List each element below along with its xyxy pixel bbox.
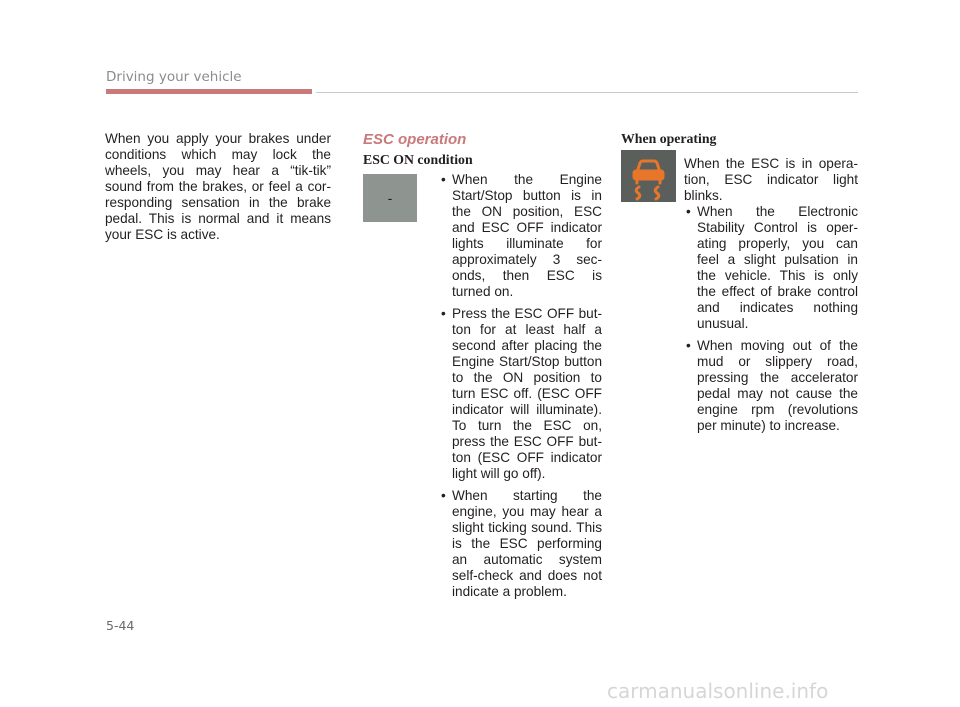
page-number: 5-44 xyxy=(106,618,135,633)
list-item xyxy=(440,172,602,300)
esc-image-placeholder: - xyxy=(363,174,417,222)
watermark-text: carmanualsonline.info xyxy=(607,679,829,703)
when-operating-bullet-list xyxy=(685,204,858,440)
list-item-text: Press the ESC OFF but-ton for at least half a second after placing the Engine Start/Stop button to the ON position to turn ESC off. (ESC OFF indicator will illuminate). To turn the ESC on, press the ESC OFF but-ton (ESC OFF indicator light will go off). xyxy=(452,306,602,481)
esc-indicator-icon xyxy=(621,150,676,202)
list-item xyxy=(685,204,858,332)
bullet-dot: • xyxy=(441,306,446,321)
header-accent-rule xyxy=(106,89,312,94)
list-item-text: When the Engine Start/Stop button is in the ON position, ESC and ESC OFF indicator lights illuminate for approximately 3 sec-onds, then ESC is turned on. xyxy=(452,172,602,299)
bullet-dot: • xyxy=(441,488,446,503)
list-item xyxy=(440,306,602,482)
list-item-text: When starting the engine, you may hear a slight ticking sound. This is the ESC performing an automatic system self-check and does not indicate a problem. xyxy=(452,488,602,599)
bullet-dot: • xyxy=(686,338,691,353)
skidding-car-icon xyxy=(621,150,676,202)
brake-lock-paragraph: When you apply your brakes under conditions which may lock the wheels, you may hear a “tik-tik” sound from the brakes, or feel a cor-responding sensation in the brake pedal. This is normal and it means your ESC is active. xyxy=(105,131,331,242)
esc-on-bullet-list xyxy=(440,172,602,606)
esc-on-condition-subheading: ESC ON condition xyxy=(363,152,473,167)
bullet-dot: • xyxy=(441,172,446,187)
esc-operating-intro: When the ESC is in opera-tion, ESC indicator light blinks. xyxy=(684,156,858,203)
list-item xyxy=(440,488,602,600)
list-item-text: When moving out of the mud or slippery road, pressing the accelerator pedal may not cause the engine rpm (revolutions per minute) to increase. xyxy=(697,338,858,433)
esc-operation-heading: ESC operation xyxy=(363,131,467,148)
header-divider xyxy=(316,92,858,93)
list-item xyxy=(685,338,858,434)
list-item-text: When the Electronic Stability Control is oper-ating properly, you can feel a slight pulsation in the vehicle. This is only the effect of brake control and indicates nothing unusual. xyxy=(697,204,858,331)
when-operating-heading: When operating xyxy=(621,131,717,146)
bullet-dot: • xyxy=(686,204,691,219)
section-title: Driving your vehicle xyxy=(106,69,242,85)
